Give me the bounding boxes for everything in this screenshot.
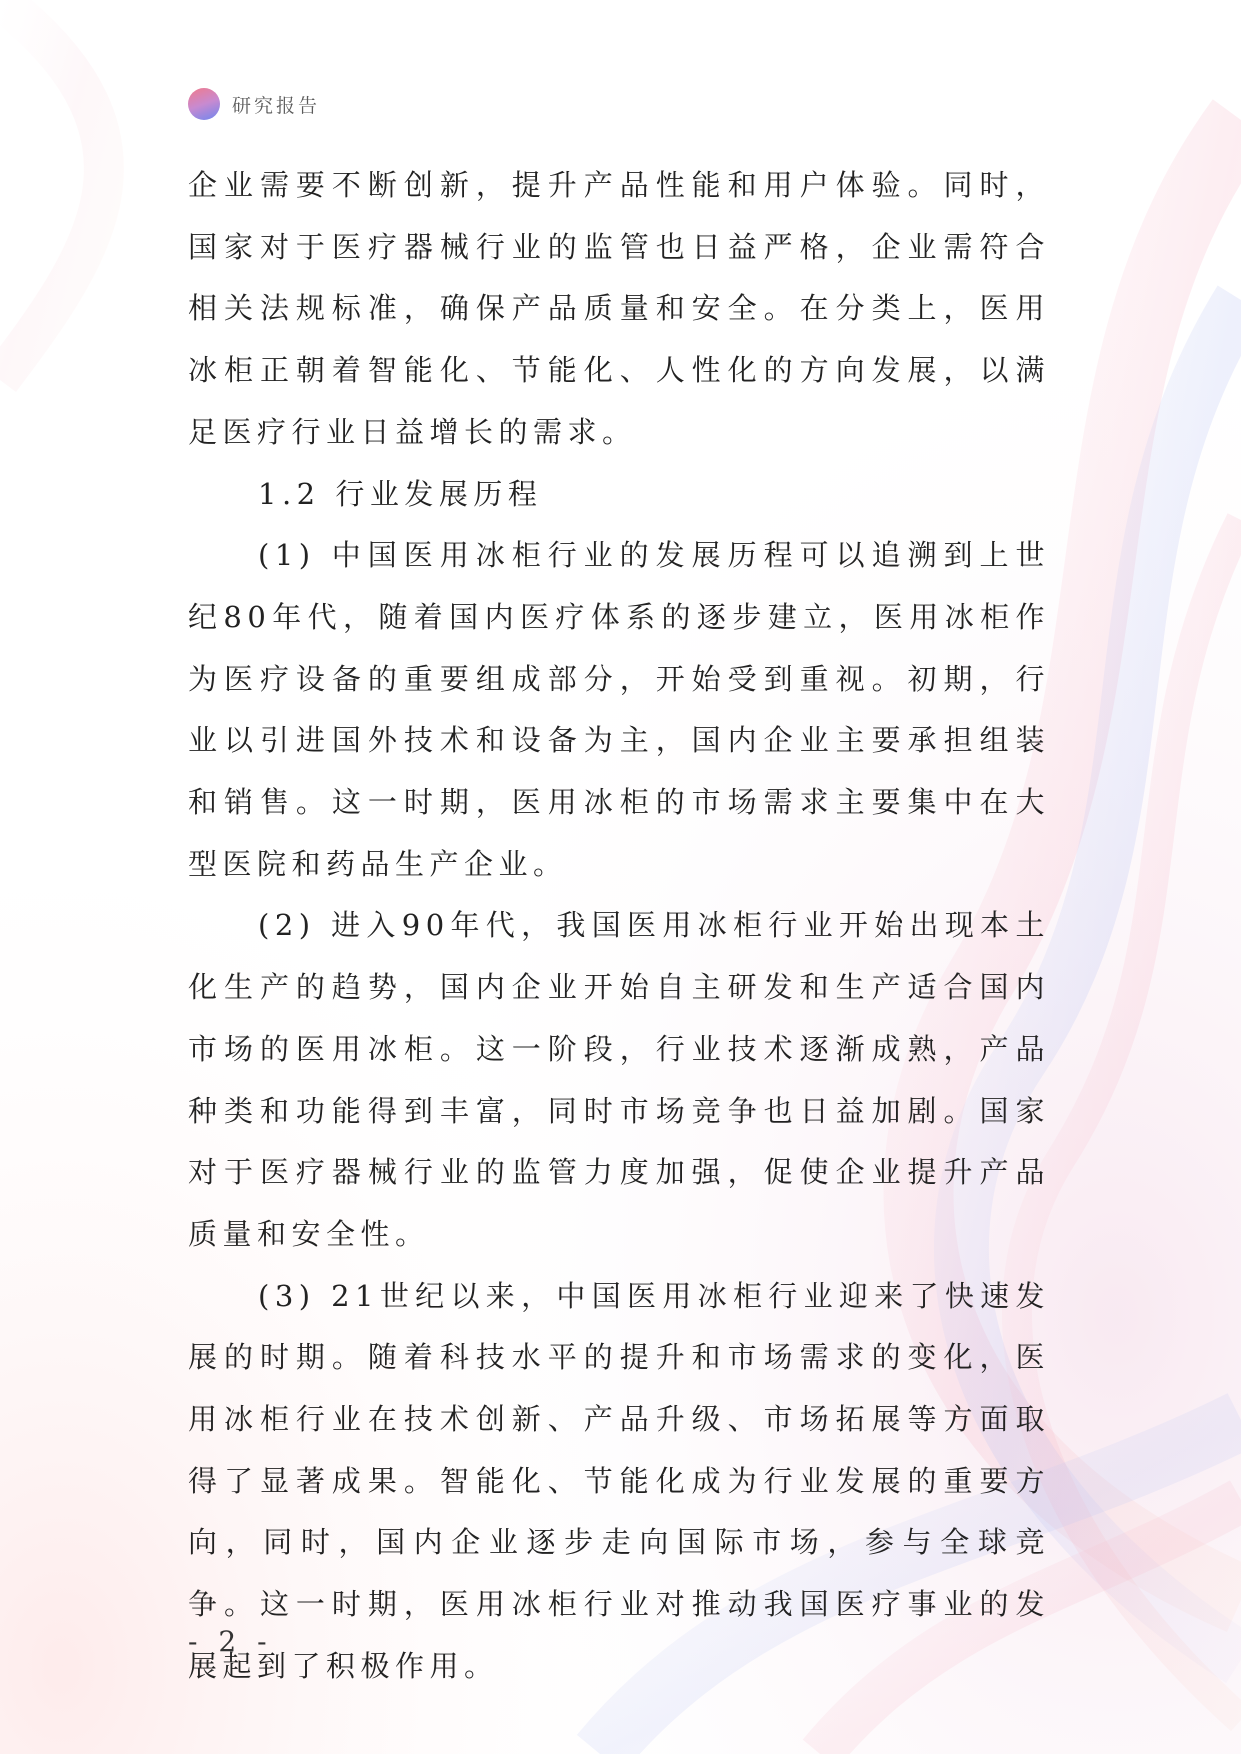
report-body xyxy=(188,155,1050,1698)
header-title: 研究报告 xyxy=(232,94,321,117)
paragraph-item-3: (3) 21世纪以来，中国医用冰柜行业迎来了快速发展的时期。随着科技水平的提升和市场需求的变化，医用冰柜行业在技术创新、产品升级、市场拓展等方面取得了显著成果。智能化、节能化成为行业发展的重要方向，同时，国内企业逐步走向国际市场，参与全球竞争。这一时期，医用冰柜行业对推动我国医疗事业的发展起到了积极作用。 xyxy=(188,1278,1050,1683)
page-header xyxy=(188,88,320,120)
logo-icon xyxy=(188,88,220,120)
paragraph-continuation: 企业需要不断创新，提升产品性能和用户体验。同时，国家对于医疗器械行业的监管也日益严格，企业需符合相关法规标准，确保产品质量和安全。在分类上，医用冰柜正朝着智能化、节能化、人性化的方向发展，以满足医疗行业日益增长的需求。 xyxy=(188,168,1050,449)
paragraph-item-1: (1) 中国医用冰柜行业的发展历程可以追溯到上世纪80年代，随着国内医疗体系的逐步建立，医用冰柜作为医疗设备的重要组成部分，开始受到重视。初期，行业以引进国外技术和设备为主，国内企业主要承担组装和销售。这一时期，医用冰柜的市场需求主要集中在大型医院和药品生产企业。 xyxy=(188,538,1050,881)
section-heading: 1.2 行业发展历程 xyxy=(258,476,543,511)
paragraph-item-2: (2) 进入90年代，我国医用冰柜行业开始出现本土化生产的趋势，国内企业开始自主研发和生产适合国内市场的医用冰柜。这一阶段，行业技术逐渐成熟，产品种类和功能得到丰富，同时市场竞争也日益加剧。国家对于医疗器械行业的监管力度加强，促使企业提升产品质量和安全性。 xyxy=(188,908,1050,1251)
page-number: - 2 - xyxy=(188,1625,273,1658)
